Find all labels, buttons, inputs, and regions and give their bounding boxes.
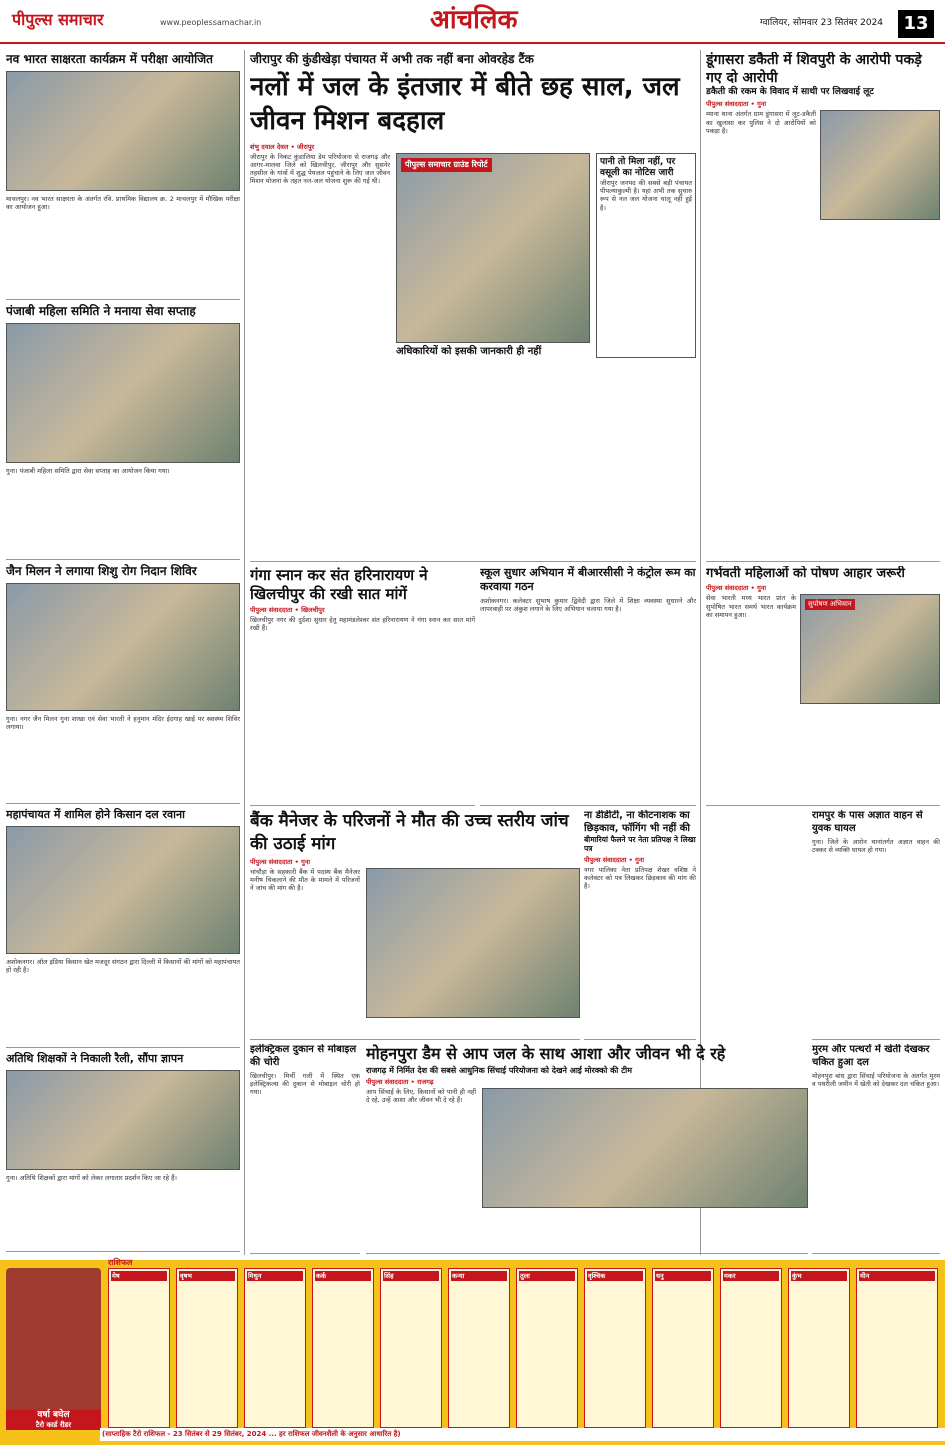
- horoscope-sign: मीन: [856, 1268, 938, 1428]
- story-mobile-theft: [250, 1044, 360, 1254]
- page-number: 13: [898, 10, 934, 38]
- story-headline: महापंचायत में शामिल होने किसान दल रवाना: [6, 808, 185, 821]
- story-headline: रामपुर के पास अज्ञात वाहन से युवक घायल: [812, 810, 923, 834]
- story-photo: [800, 594, 940, 704]
- story-headline: मुरम और पत्थरों में खेती देखकर चकित हुआ दल: [812, 1044, 930, 1068]
- story-literacy-exam: [6, 52, 240, 300]
- photo-tag: पीपुल्स समाचार ग्राउंड रिपोर्ट: [401, 158, 492, 172]
- story-headline: नव भारत साक्षरता कार्यक्रम में परीक्षा आयोजित: [6, 52, 213, 66]
- story-headline: पंजाबी महिला समिति ने मनाया सेवा सप्ताह: [6, 304, 196, 318]
- story-text: खिलचीपुर नगर की दुर्दशा सुधार हेतु महामंडलेश्वर संत हरिनारायण ने गंगा स्नान कर सात मांगें रखी हैं।: [250, 615, 475, 632]
- story-byline: पीपुल्स संवाददाता • राजगढ़: [366, 1078, 434, 1086]
- story-photo: [6, 826, 240, 954]
- horoscope-sign: कर्क: [312, 1268, 374, 1428]
- story-subhead: बीमारियां फैलने पर नेता प्रतिपक्ष ने लिखा पत्र: [584, 835, 696, 854]
- story-punjabi-samiti: [6, 304, 240, 560]
- website[interactable]: www.peoplessamachar.in: [160, 18, 262, 27]
- masthead: पीपुल्स समाचार: [12, 10, 104, 29]
- story-mohanpura-dam: [366, 1044, 808, 1254]
- sidebar-box: [596, 153, 696, 359]
- story-jain-milan: [6, 564, 240, 804]
- story-text: गुना। जिले के आरोन थानांतर्गत अज्ञात वाहन की टक्कर से व्यक्ति घायल हो गया।: [812, 838, 940, 855]
- horoscope-sign: तुला: [516, 1268, 578, 1428]
- story-headline: बैंक मैनेजर के परिजनों ने मौत की उच्च स्तरीय जांच की उठाई मांग: [250, 811, 569, 854]
- page-header: [0, 0, 945, 44]
- story-photo: [6, 1070, 240, 1170]
- story-sant-harinarayan: [250, 566, 475, 806]
- story-text: गुना। पंजाबी महिला समिति द्वारा सेवा सप्ताह का आयोजन किया गया।: [6, 467, 170, 475]
- story-text: खिलचीपुर। मिर्ची गली में स्थित एक इलेक्ट्रिकल्स की दुकान से मोबाइल चोरी हो गया।: [250, 1072, 360, 1097]
- story-rampur-accident: [812, 810, 940, 1040]
- story-subhead: राजगढ़ में निर्मित देश की सबसे आधुनिक सिंचाई परियोजना को देखने आई मोरक्को की टीम: [366, 1066, 632, 1075]
- horoscope-title: राशिफल: [108, 1258, 133, 1267]
- story-murram-farming: [812, 1044, 940, 1254]
- ticker: (साप्ताहिक टैरो राशिफल - 23 सितंबर से 29 सितंबर, 2024 ... हर राशिफल जीवनशैली के अनुसार आधारित है): [100, 1428, 945, 1441]
- story-byline: पीपुल्स संवाददाता • गुना: [706, 584, 767, 593]
- story-byline: शंभु दयाल देवल • जीरापुर: [250, 142, 315, 151]
- astrologer-name: [6, 1410, 101, 1430]
- photo-tag: सुपोषण अभियान: [805, 599, 855, 610]
- story-text: म्याना थाना अंतर्गत ग्राम डूंगासरा में लूट-डकैती का खुलासा कर पुलिस ने दो आरोपियों को पकड़ा है।: [706, 110, 816, 135]
- story-text: सेवा भारती मध्य भारत प्रांत के सुपोषित भारत समर्थ भारत कार्यक्रम का समापन हुआ।: [706, 594, 796, 619]
- horoscope-band: [0, 1260, 945, 1445]
- story-nutrition: [706, 566, 940, 806]
- horoscope-sign: मेष: [108, 1268, 170, 1428]
- story-photo: [396, 153, 590, 343]
- horoscope-sign: सिंह: [380, 1268, 442, 1428]
- story-headline: अतिथि शिक्षकों ने निकाली रैली, सौंपा ज्ञापन: [6, 1052, 184, 1065]
- story-text: गुना। नगर जैन मिलन गुना शाखा एवं सेवा भारती ने हनुमान मंदिर ईदगाह खाई पर स्वास्थ्य शिविर लगाया।: [6, 715, 240, 732]
- horoscope-sign: वृषभ: [176, 1268, 238, 1428]
- column-divider: [244, 50, 245, 1255]
- story-text: अशोकनगर। कलेक्टर सुभाष कुमार द्विवेदी द्वारा जिले में शिक्षा व्यवस्था सुधारने और लापरवाही पर अंकुश लगाने के लिए अभियान चलाया गया है।: [480, 596, 696, 613]
- story-byline: पीपुल्स संवाददाता • गुना: [706, 100, 767, 109]
- story-headline: इलेक्ट्रिकल दुकान से मोबाइल की चोरी: [250, 1044, 357, 1068]
- story-kicker: जीरापुर की कुंडीखेड़ा पंचायत में अभी तक नहीं बना ओवरहेड टैंक: [250, 52, 534, 66]
- story-headline: गर्भवती महिलाओं को पोषण आहार जरूरी: [706, 566, 905, 581]
- horoscope-sign: धनु: [652, 1268, 714, 1428]
- story-text: जीरापुर के निकट कुंडालिया डेम परियोजना से राजगढ़ और आगर-मालवा जिले को खिलचीपुर, जीरापुर और सुसनेर तहसील के गांवों में शुद्ध पेयजल पहुंचाने के लिए जल जीवन मिशन योजना के तहत नल-जल योजना शुरू की गई थी।: [250, 152, 390, 186]
- story-subhead: डकैती की रकम के विवाद में साथी पर लिखवाई लूट: [706, 87, 874, 97]
- story-photo: [6, 71, 240, 191]
- story-byline: पीपुल्स संवाददाता • खिलचीपुर: [250, 605, 325, 614]
- story-headline: जैन मिलन ने लगाया शिशु रोग निदान शिविर: [6, 564, 197, 578]
- story-headline: डूंगासरा डकैती में शिवपुरी के आरोपी पकड़े गए दो आरोपी: [706, 52, 922, 86]
- astrologer-name-text: वर्षा बघेल: [37, 1410, 70, 1420]
- astrologer-photo: [6, 1268, 101, 1418]
- dateline: ग्वालियर, सोमवार 23 सितंबर 2024: [760, 18, 884, 28]
- story-byline: पीपुल्स संवाददाता • गुना: [584, 855, 645, 864]
- section-title: आंचलिक: [430, 5, 518, 35]
- story-headline: मोहनपुरा डैम से आप जल के साथ आशा और जीवन भी दे रहे: [366, 1044, 726, 1063]
- story-text: नगर पालिका नेता प्रतिपक्ष शेखर वशिष्ठ ने कलेक्टर को पत्र लिखकर छिड़काव की मांग की है।: [584, 865, 696, 891]
- story-bank-manager: [250, 810, 580, 1040]
- story-ddt: [584, 810, 696, 1040]
- story-byline: पीपुल्स संवाददाता • गुना: [250, 857, 311, 866]
- story-photo: [6, 583, 240, 711]
- story-photo: [820, 110, 940, 220]
- story-text: अशोकनगर। ऑल इंडिया किसान खेत मजदूर संगठन द्वारा दिल्ली में किसानों की मांगों को महापंचायत हो रही है।: [6, 957, 240, 974]
- story-dungasara-dacoity: [706, 52, 940, 562]
- horoscope-sign: कुंभ: [788, 1268, 850, 1428]
- story-photo: [6, 323, 240, 463]
- story-guest-teachers: [6, 1052, 240, 1252]
- astrologer-title: टैरो कार्ड रीडर: [35, 1421, 72, 1430]
- horoscope-sign: कन्या: [448, 1268, 510, 1428]
- story-headline: नलों में जल के इंतजार में बीते छह साल, जल जीवन मिशन बदहाल: [250, 72, 680, 136]
- story-school-sudhar: [480, 566, 696, 806]
- sidebar-text: जीरापुर जनपद की सबसे बड़ी पंचायत पीपल्याकुल्मी है। यहां अभी तक सुचारु रूप से नल जल योजना चालू नहीं हुई है।: [600, 179, 692, 212]
- story-kisan-dal: [6, 808, 240, 1048]
- story-text: चांचौड़ा के सहकारी बैंक में पदस्थ बैंक मैनेजर मनीष चिकलाने की मौत के मामले में परिजनों ने जांच की मांग की है।: [250, 868, 360, 893]
- story-headline: ना डीडीटी, ना कीटनाशक का छिड़काव, फॉगिंग भी नहीं की: [584, 810, 690, 834]
- sidebar-headline: पानी तो मिला नहीं, पर वसूली का नोटिस जारी: [600, 156, 676, 178]
- story-photo: [482, 1088, 808, 1208]
- horoscope-sign: वृश्चिक: [584, 1268, 646, 1428]
- story-jal-jeevan-mission: [250, 52, 696, 562]
- story-headline: स्कूल सुधार अभियान में बीआरसीसी ने कंट्रोल रूम का करवाया गठन: [480, 566, 696, 593]
- story-text: माचलपुर। नव भारत साक्षरता के अंतर्गत रवि. प्राथमिक विद्यालय क्र. 2 माचलपुर में मौखिक परीक्षा का आयोजन हुआ।: [6, 195, 240, 212]
- horoscope-sign: मिथुन: [244, 1268, 306, 1428]
- story-text: गुना। अतिथि शिक्षकों द्वारा मांगों को लेकर लगातार प्रदर्शन किए जा रहे हैं।: [6, 1173, 178, 1182]
- story-text: मोहनपुरा बांध द्वारा सिंचाई परियोजना के अंतर्गत मुरम व पथरीली जमीन में खेती को देखकर दल चकित हुआ।: [812, 1072, 940, 1089]
- horoscope-sign: मकर: [720, 1268, 782, 1428]
- story-text: आप सिंचाई के लिए, किसानों को पानी ही नहीं दे रहे, उन्हें आशा और जीवन भी दे रहे हैं।: [366, 1088, 476, 1105]
- story-photo: [366, 868, 580, 1018]
- story-headline: गंगा स्नान कर संत हरिनारायण ने खिलचीपुर की रखी सात मांगें: [250, 566, 428, 603]
- photo-caption: अधिकारियों को इसकी जानकारी ही नहीं: [396, 346, 590, 359]
